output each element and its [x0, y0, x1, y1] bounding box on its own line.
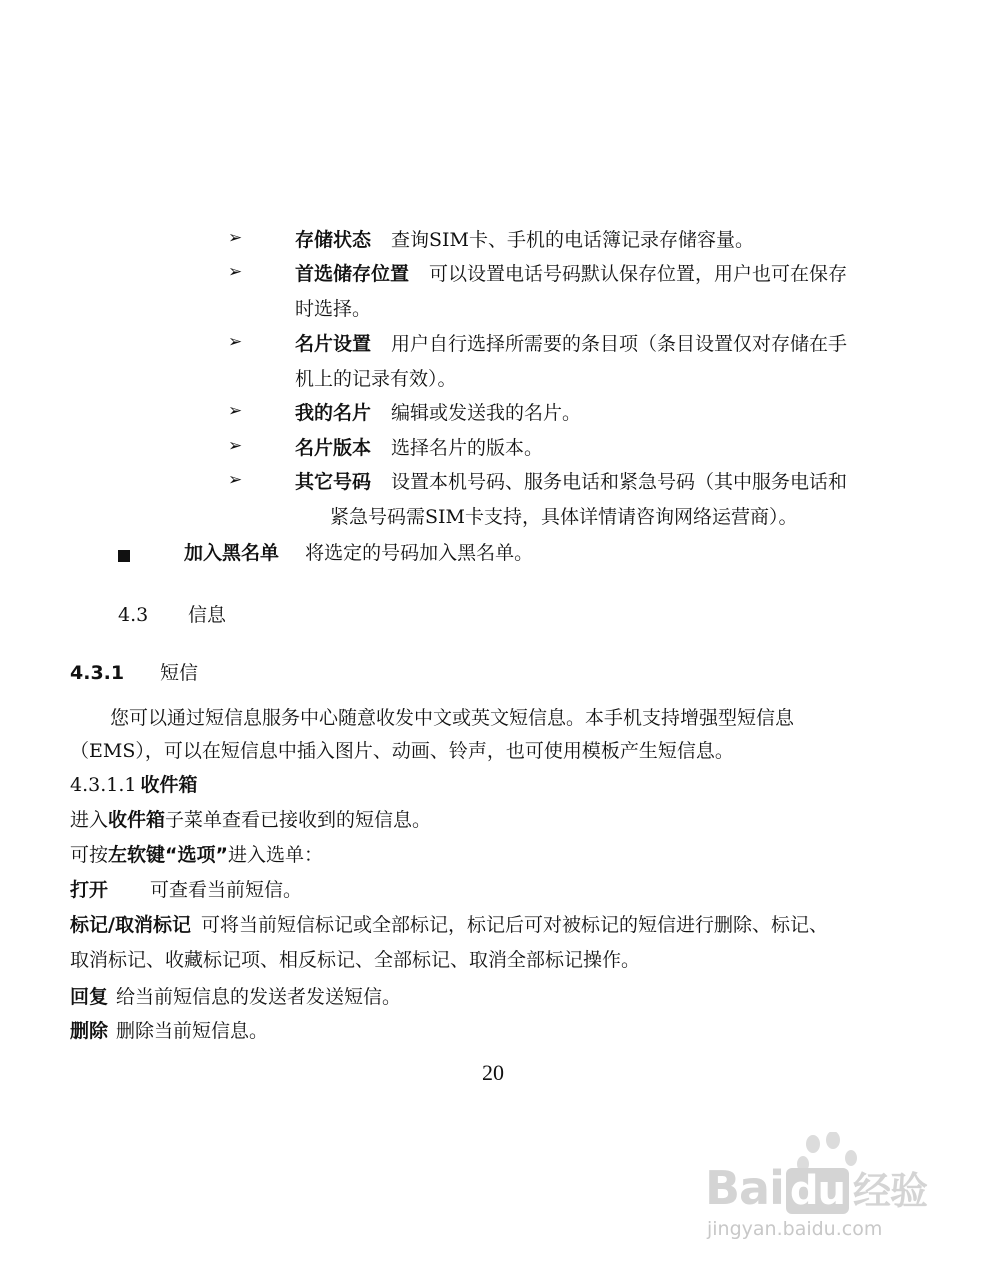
sub-bullet-term: 存储状态: [295, 229, 372, 251]
arrow-bullet-icon: ➢: [228, 262, 243, 282]
inbox-pre: 进入: [70, 809, 109, 831]
sub-bullet-item: [295, 467, 847, 494]
sub-bullet-desc: 用户自行选择所需要的条目项（条目设置仅对存储在手: [391, 333, 848, 355]
sub-bullet-item: [295, 259, 847, 286]
sub-bullet-term: 我的名片: [295, 402, 372, 424]
sub-bullet-desc: 设置本机号码、服务电话和紧急号码（其中服务电话和: [391, 471, 848, 493]
watermark-brand-cn: 经验: [852, 1169, 927, 1213]
options-pre: 可按: [70, 844, 109, 866]
item-mark-term: 标记/取消标记: [70, 914, 191, 936]
arrow-bullet-icon: ➢: [228, 228, 243, 248]
page-number: 20: [482, 1060, 504, 1085]
subsubsection-number: 4.3.1.1: [70, 774, 137, 796]
watermark-url: jingyan.baidu.com: [707, 1218, 883, 1240]
main-bullet-square-icon: [118, 545, 130, 567]
arrow-bullet-icon: ➢: [228, 332, 243, 352]
sub-bullet-item: [295, 329, 847, 356]
arrow-bullet-icon: ➢: [228, 470, 243, 490]
item-delete-term: 删除: [70, 1020, 109, 1042]
watermark-brand-du: du: [786, 1168, 849, 1214]
subsubsection-heading: [70, 770, 198, 797]
arrow-bullet-icon: ➢: [228, 401, 243, 421]
subsection-number: 4.3.1: [70, 662, 125, 684]
options-paragraph: [70, 840, 323, 867]
arrow-bullet-icon: ➢: [228, 436, 243, 456]
item-reply-desc: 给当前短信息的发送者发送短信。: [116, 986, 402, 1008]
main-bullet: [184, 538, 533, 565]
item-open-term: 打开: [70, 879, 109, 901]
section-heading: [118, 600, 226, 627]
item-open: [70, 875, 302, 902]
item-delete: [70, 1016, 268, 1043]
sub-bullet-continuation: 紧急号码需SIM卡支持，具体详情请咨询网络运营商）。: [330, 506, 798, 528]
sub-bullet-desc: 编辑或发送我的名片。: [391, 402, 582, 424]
item-reply-term: 回复: [70, 986, 109, 1008]
sub-bullet-term: 名片设置: [295, 333, 372, 355]
inbox-paragraph: [70, 805, 431, 832]
sub-bullet-term: 首选储存位置: [295, 263, 410, 285]
intro-line-1: 您可以通过短信息服务中心随意收发中文或英文短信息。本手机支持增强型短信息: [110, 707, 795, 729]
item-open-desc: 可查看当前短信。: [150, 879, 303, 901]
item-mark-desc: 可将当前短信标记或全部标记，标记后可对被标记的短信进行删除、标记、: [200, 914, 828, 936]
sub-bullet-desc: 查询SIM卡、手机的电话簿记录存储容量。: [391, 229, 754, 251]
item-delete-desc: 删除当前短信息。: [116, 1020, 269, 1042]
sub-bullet-desc: 选择名片的版本。: [391, 437, 544, 459]
sub-bullet-item: [295, 398, 581, 425]
inbox-bold: 收件箱: [108, 809, 166, 831]
options-bold: 左软键“选项”: [108, 844, 228, 866]
section-title: 信息: [188, 604, 227, 626]
subsection-heading: [70, 658, 198, 685]
watermark-brand-bai: Bai: [705, 1161, 784, 1215]
options-post: 进入选单：: [228, 844, 324, 866]
section-number: 4.3: [118, 604, 149, 626]
sub-bullet-desc: 可以设置电话号码默认保存位置，用户也可在保存: [429, 263, 848, 285]
sub-bullet-item: [295, 433, 543, 460]
sub-bullet-item: [295, 225, 754, 252]
sub-bullet-continuation: 时选择。: [295, 298, 372, 320]
sub-bullet-continuation: 机上的记录有效）。: [295, 368, 457, 390]
item-reply: [70, 982, 401, 1009]
item-mark-cont: 取消标记、收藏标记项、相反标记、全部标记、取消全部标记操作。: [70, 949, 641, 971]
item-mark: [70, 910, 828, 937]
sub-bullet-term: 其它号码: [295, 471, 372, 493]
intro-line-2: （EMS），可以在短信息中插入图片、动画、铃声，也可使用模板产生短信息。: [70, 740, 734, 762]
inbox-post: 子菜单查看已接收到的短信息。: [165, 809, 432, 831]
subsubsection-title: 收件箱: [140, 774, 198, 796]
watermark-brand: [705, 1160, 927, 1215]
main-bullet-term: 加入黑名单: [184, 542, 280, 564]
subsection-title: 短信: [160, 662, 199, 684]
main-bullet-desc: 将选定的号码加入黑名单。: [305, 542, 534, 564]
sub-bullet-term: 名片版本: [295, 437, 372, 459]
